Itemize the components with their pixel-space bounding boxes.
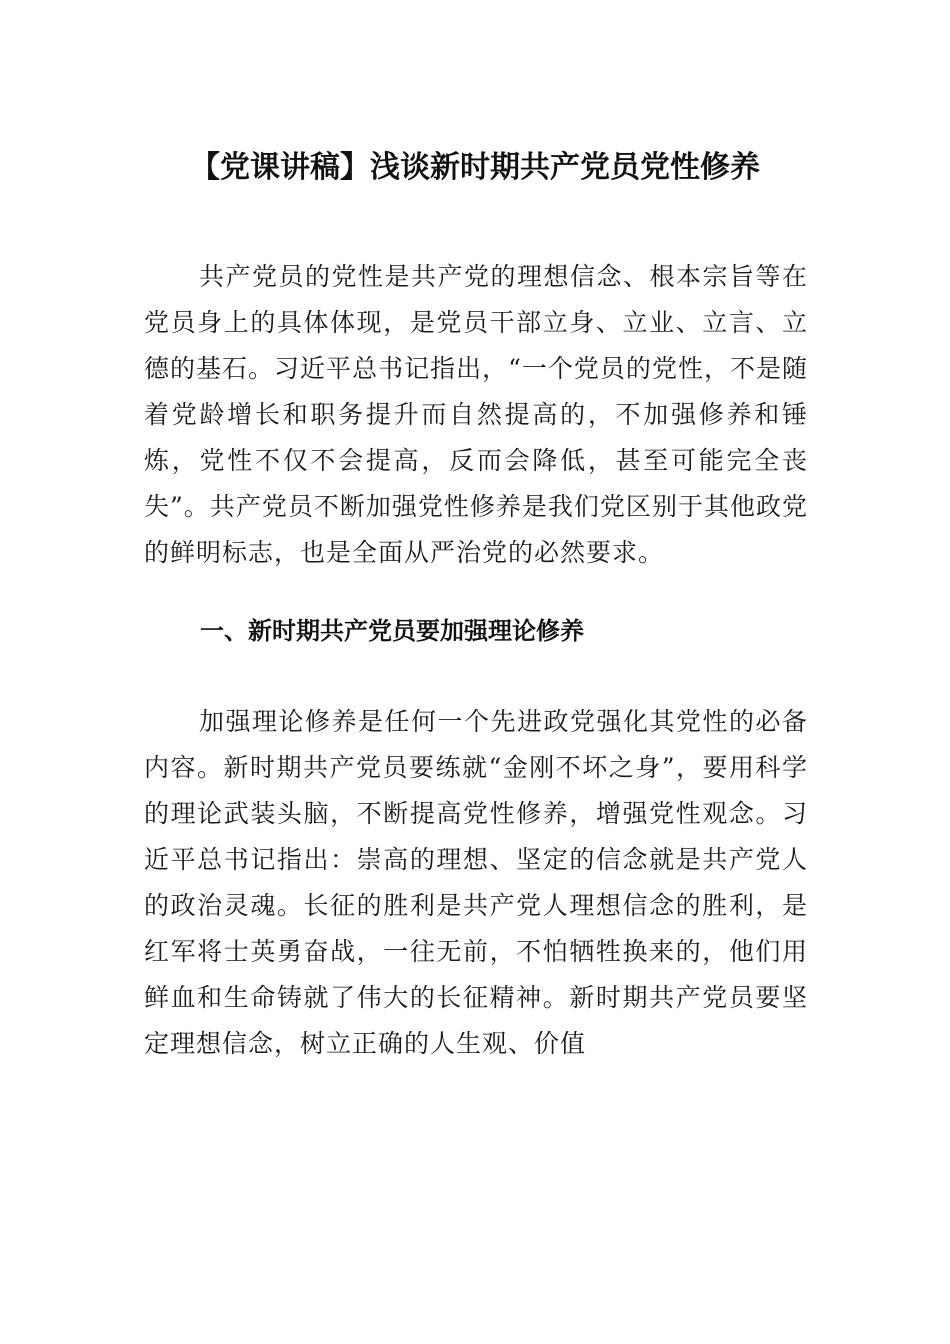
section-heading: 一、新时期共产党员要加强理论修养 — [200, 617, 584, 645]
section-paragraph: 加强理论修养是任何一个先进政党强化其党性的必备内容。新时期共产党员要练就“金刚不坏之身”，要用科学的理论武装头脑，不断提高党性修养，增强党性观念。习近平总书记指出：崇高的理想、坚定的信念就是共产党人的政治灵魂。长征的胜利是共产党人理想信念的胜利，是红军将士英勇奋战，一往无前，不怕牺牲换来的，他们用鲜血和生命铸就了伟大的长征精神。新时期共产党员要坚定理想信念，树立正确的人生观、价值 — [144, 707, 808, 1058]
intro-paragraph: 共产党员的党性是共产党的理想信念、根本宗旨等在党员身上的具体体现，是党员干部立身、立业、立言、立德的基石。习近平总书记指出，“一个党员的党性，不是随着党龄增长和职务提升而自然提高的，不加强修养和锤炼，党性不仅不会提高，反而会降低，甚至可能完全丧失”。共产党员不断加强党性修养是我们党区别于其他政党的鲜明标志，也是全面从严治党的必然要求。 — [144, 262, 808, 567]
document-title: 【党课讲稿】浅谈新时期共产党员党性修养 — [190, 150, 760, 185]
